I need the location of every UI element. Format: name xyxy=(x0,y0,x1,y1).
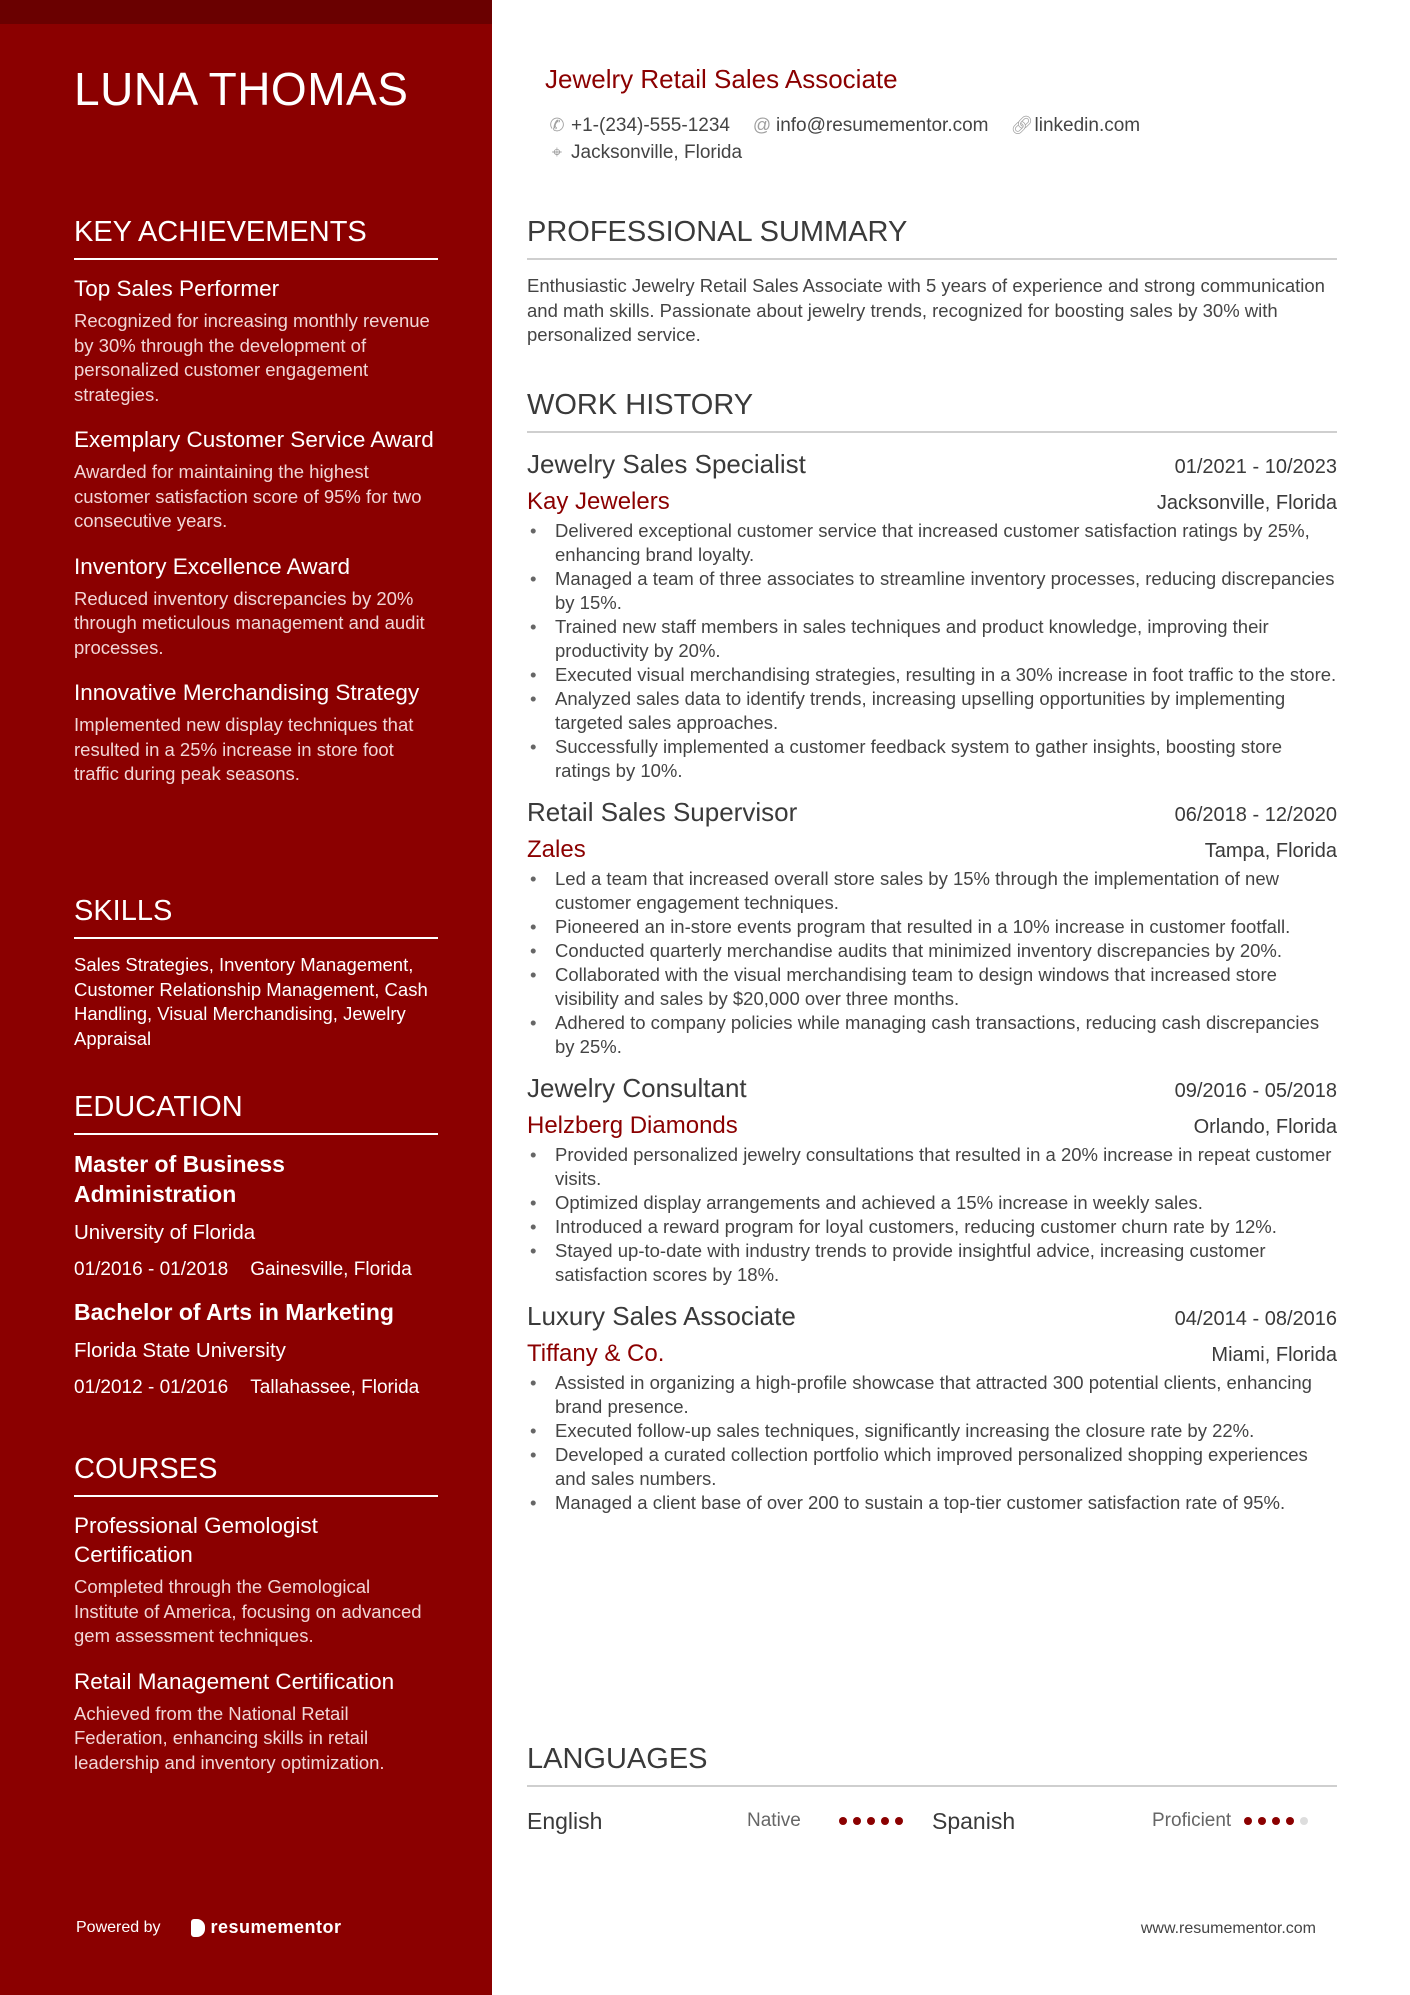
job-dates: 06/2018 - 12/2020 xyxy=(1174,804,1337,826)
achievements-list xyxy=(74,274,438,787)
achievement-description: Implemented new display techniques that resulted in a 25% increase in store foot traffic during peak seasons. xyxy=(74,714,414,784)
course-item xyxy=(74,1511,438,1649)
job-location: Orlando, Florida xyxy=(1193,1116,1337,1138)
education-item xyxy=(74,1297,438,1401)
job-bullets xyxy=(527,519,1337,783)
location-text: Jacksonville, Florida xyxy=(571,141,743,163)
job-location: Miami, Florida xyxy=(1211,1344,1337,1366)
skills-section xyxy=(74,895,438,1051)
job-bullets xyxy=(527,1143,1337,1287)
achievement-title: Innovative Merchandising Strategy xyxy=(74,680,420,705)
linkedin-text: linkedin.com xyxy=(1034,114,1141,136)
job-header xyxy=(527,447,1337,481)
job-bullet: • Optimized display arrangements and achieved a 15% increase in weekly sales. xyxy=(527,1191,1337,1215)
job-entry xyxy=(527,1071,1337,1287)
location-pin-icon: ⌖ xyxy=(551,142,563,162)
languages-row xyxy=(527,1801,1337,1841)
rating-dot xyxy=(1286,1817,1294,1825)
course-title: Professional Gemologist Certification xyxy=(74,1513,318,1567)
job-company: Helzberg Diamonds xyxy=(527,1112,738,1139)
education-list xyxy=(74,1149,438,1401)
job-location: Tampa, Florida xyxy=(1204,840,1337,862)
achievement-title: Inventory Excellence Award xyxy=(74,553,350,579)
job-entry xyxy=(527,1299,1337,1515)
job-subheader xyxy=(527,487,1337,517)
education-school: University of Florida xyxy=(74,1221,256,1244)
job-dates: 09/2016 - 05/2018 xyxy=(1174,1080,1337,1102)
job-list xyxy=(527,447,1337,1515)
job-bullet: • Assisted in organizing a high-profile showcase that attracted 300 potential clients, enhancing brand presence. xyxy=(527,1371,1337,1419)
job-entry xyxy=(527,795,1337,1059)
education-heading: EDUCATION xyxy=(74,1091,438,1135)
job-header xyxy=(527,1071,1337,1105)
education-dates: 01/2012 - 01/2016 xyxy=(74,1377,229,1398)
education-item xyxy=(74,1149,438,1283)
skills-heading: SKILLS xyxy=(74,895,438,939)
job-bullet: • Provided personalized jewelry consultations that resulted in a 20% increase in repeat customer visits. xyxy=(527,1143,1337,1191)
job-subheader xyxy=(527,1111,1337,1141)
achievement-item xyxy=(74,274,438,407)
job-title: Jewelry Retail Sales Associate xyxy=(545,64,898,94)
job-bullet: • Led a team that increased overall store sales by 15% through the implementation of new customer engagement techniques. xyxy=(527,867,1337,915)
language-item xyxy=(932,1808,1337,1835)
job-bullet: • Stayed up-to-date with industry trends to provide insightful advice, increasing customer satisfaction scores by 18%. xyxy=(527,1239,1337,1287)
rating-dot xyxy=(853,1817,861,1825)
courses-section xyxy=(74,1453,438,1793)
achievement-title: Top Sales Performer xyxy=(74,276,280,301)
rating-dot xyxy=(1272,1817,1280,1825)
achievement-description: Recognized for increasing monthly revenue by 30% through the development of personalized customer engagement strategies. xyxy=(74,310,430,405)
courses-list xyxy=(74,1511,438,1775)
job-dates: 04/2014 - 08/2016 xyxy=(1174,1308,1337,1330)
rating-dot xyxy=(1300,1817,1308,1825)
summary-text: Enthusiastic Jewelry Retail Sales Associate with 5 years of experience and strong communication and math skills. Passionate about jewelry trends, recognized for boosting sales by 30% with personalized service. xyxy=(527,275,1325,345)
education-meta xyxy=(74,1375,438,1401)
summary-section xyxy=(527,216,1337,348)
contact-linkedin[interactable] xyxy=(1011,115,1141,137)
achievement-title: Exemplary Customer Service Award xyxy=(74,427,434,452)
rating-dot xyxy=(839,1817,847,1825)
language-name: Spanish xyxy=(932,1807,1016,1834)
contact-email[interactable] xyxy=(752,115,989,137)
language-name: English xyxy=(527,1807,603,1834)
contact-phone[interactable] xyxy=(547,115,730,137)
powered-by-label: Powered by xyxy=(76,1918,161,1936)
course-item xyxy=(74,1667,438,1776)
language-rating xyxy=(1244,1817,1314,1825)
summary-heading: PROFESSIONAL SUMMARY xyxy=(527,216,1337,260)
job-role: Jewelry Consultant xyxy=(527,1073,747,1103)
language-rating xyxy=(839,1817,909,1825)
brand-name: resumementor xyxy=(210,1917,342,1937)
education-location: Tallahassee, Florida xyxy=(250,1377,420,1398)
job-company: Tiffany & Co. xyxy=(527,1340,665,1367)
job-subheader xyxy=(527,835,1337,865)
achievements-heading: KEY ACHIEVEMENTS xyxy=(74,216,438,260)
phone-icon: ✆ xyxy=(549,115,565,135)
job-subheader xyxy=(527,1339,1337,1369)
resumementor-logo-icon xyxy=(191,1919,205,1937)
job-bullet: • Conducted quarterly merchandise audits that minimized inventory discrepancies by 20%. xyxy=(527,939,1337,963)
work-heading: WORK HISTORY xyxy=(527,389,1337,433)
language-item xyxy=(527,1808,932,1835)
rating-dot xyxy=(867,1817,875,1825)
job-bullet: • Analyzed sales data to identify trends, increasing upselling opportunities by implementing targeted sales approaches. xyxy=(527,687,1337,735)
languages-section xyxy=(527,1743,1337,1841)
job-header xyxy=(527,795,1337,829)
job-bullet: • Delivered exceptional customer service that increased customer satisfaction ratings by 25%, enhancing brand loyalty. xyxy=(527,519,1337,567)
achievement-description: Reduced inventory discrepancies by 20% through meticulous management and audit processes. xyxy=(74,587,425,658)
job-company: Kay Jewelers xyxy=(527,488,670,515)
job-header xyxy=(527,1299,1337,1333)
sidebar xyxy=(0,0,492,1995)
education-degree: Master of Business Administration xyxy=(74,1151,285,1207)
skills-text: Sales Strategies, Inventory Management, Customer Relationship Management, Cash Handling, Visual Merchandising, Jewelry Appraisal xyxy=(74,954,428,1049)
education-location: Gainesville, Florida xyxy=(250,1259,412,1280)
achievement-item xyxy=(74,552,438,661)
achievement-description: Awarded for maintaining the highest customer satisfaction score of 95% for two consecutive years. xyxy=(74,461,422,531)
education-dates: 01/2016 - 01/2018 xyxy=(74,1259,229,1280)
contact-block xyxy=(547,112,1162,166)
job-bullet: • Successfully implemented a customer feedback system to gather insights, boosting store ratings by 10%. xyxy=(527,735,1337,783)
education-school: Florida State University xyxy=(74,1339,286,1362)
job-bullet: • Pioneered an in-store events program that resulted in a 10% increase in customer footfall. xyxy=(527,915,1337,939)
contact-location xyxy=(547,142,742,164)
link-icon: 🔗︎ xyxy=(1010,115,1034,135)
job-bullets xyxy=(527,867,1337,1059)
job-bullets xyxy=(527,1371,1337,1515)
job-bullet: • Developed a curated collection portfolio which improved personalized shopping experiences and sales numbers. xyxy=(527,1443,1337,1491)
phone-text: +1-(234)-555-1234 xyxy=(571,114,730,136)
achievement-item xyxy=(74,425,438,534)
candidate-name: LUNA THOMAS xyxy=(74,63,409,115)
job-entry xyxy=(527,447,1337,783)
course-description: Achieved from the National Retail Federation, enhancing skills in retail leadership and inventory optimization. xyxy=(74,1702,385,1773)
job-bullet: • Managed a client base of over 200 to sustain a top-tier customer satisfaction rate of 95%. xyxy=(527,1491,1337,1515)
job-bullet: • Collaborated with the visual merchandising team to design windows that increased store visibility and sales by $20,000 over three months. xyxy=(527,963,1337,1011)
job-bullet: • Executed visual merchandising strategies, resulting in a 30% increase in foot traffic to the store. xyxy=(527,663,1337,687)
rating-dot xyxy=(1244,1817,1252,1825)
email-text: info@resumementor.com xyxy=(775,114,989,136)
job-role: Jewelry Sales Specialist xyxy=(527,449,806,479)
job-location: Jacksonville, Florida xyxy=(1156,492,1337,514)
job-bullet: • Executed follow-up sales techniques, significantly increasing the closure rate by 22%. xyxy=(527,1419,1337,1443)
brand-logo[interactable] xyxy=(191,1917,342,1938)
education-section xyxy=(74,1091,438,1415)
at-icon: @ xyxy=(752,115,772,135)
education-degree: Bachelor of Arts in Marketing xyxy=(74,1299,394,1325)
powered-by xyxy=(76,1917,342,1938)
language-level: Native xyxy=(747,1810,801,1831)
course-title: Retail Management Certification xyxy=(74,1668,395,1694)
job-dates: 01/2021 - 10/2023 xyxy=(1174,456,1337,478)
contact-row-1 xyxy=(547,112,1162,139)
job-bullet: • Managed a team of three associates to streamline inventory processes, reducing discrepancies by 15%. xyxy=(527,567,1337,615)
job-bullet: • Trained new staff members in sales techniques and product knowledge, improving their productivity by 20%. xyxy=(527,615,1337,663)
achievements-section xyxy=(74,216,438,805)
work-section xyxy=(527,389,1337,1527)
courses-heading: COURSES xyxy=(74,1453,438,1497)
sidebar-top-bar xyxy=(0,0,492,24)
footer-website[interactable]: www.resumementor.com xyxy=(1140,1920,1316,1937)
rating-dot xyxy=(1258,1817,1266,1825)
course-description: Completed through the Gemological Institute of America, focusing on advanced gem assessment techniques. xyxy=(74,1576,422,1646)
job-company: Zales xyxy=(527,836,586,863)
job-bullet: • Introduced a reward program for loyal customers, reducing customer churn rate by 12%. xyxy=(527,1215,1337,1239)
rating-dot xyxy=(881,1817,889,1825)
achievement-item xyxy=(74,678,438,787)
rating-dot xyxy=(895,1817,903,1825)
job-role: Retail Sales Supervisor xyxy=(527,797,798,827)
contact-row-2 xyxy=(547,139,1162,166)
languages-heading: LANGUAGES xyxy=(527,1743,1337,1787)
job-role: Luxury Sales Associate xyxy=(527,1301,796,1331)
language-level: Proficient xyxy=(1152,1810,1232,1831)
job-bullet: • Adhered to company policies while managing cash transactions, reducing cash discrepancies by 25%. xyxy=(527,1011,1337,1059)
education-meta xyxy=(74,1257,438,1283)
